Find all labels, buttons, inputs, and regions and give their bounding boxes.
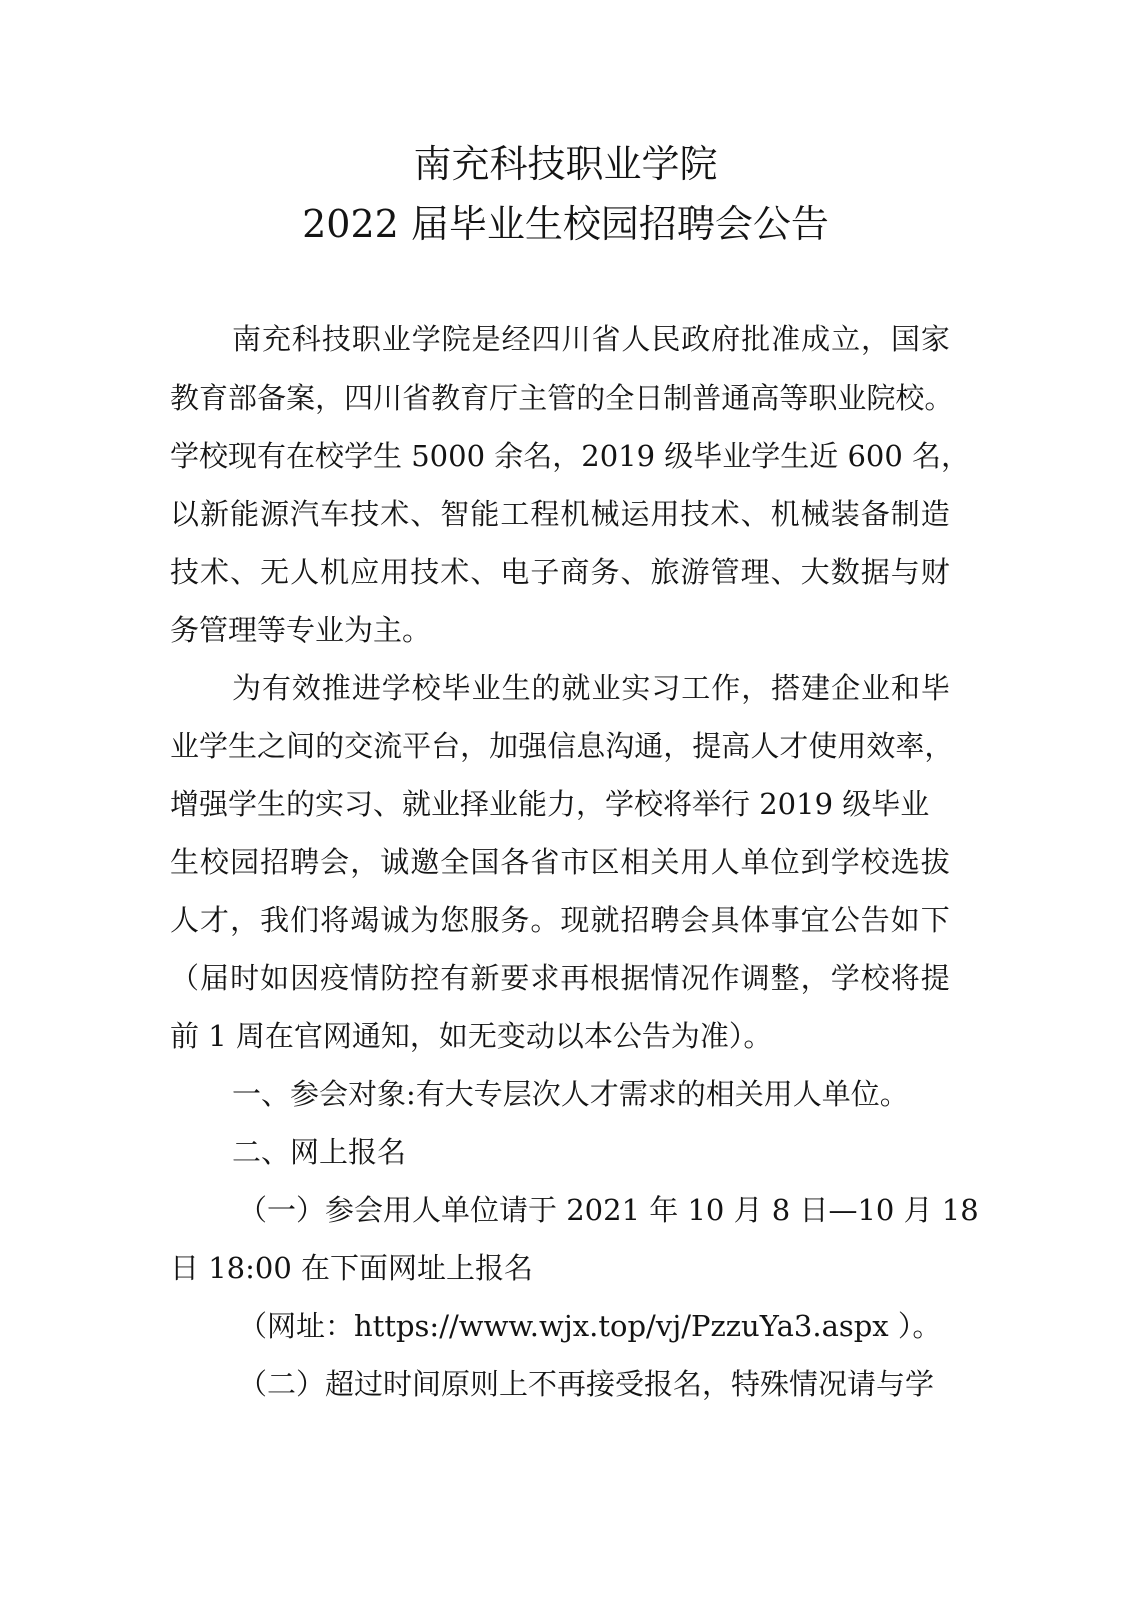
item-1-line-2: 日 18:00 在下面网址上报名 <box>170 1251 534 1285</box>
paragraph-2-line-1: 为 有 效 推 进 学 校 毕 业 生 的 就 业 实 习 工 作 ， 搭 建 企 业 和 毕 <box>232 671 950 705</box>
paragraph-1-line-5: 技 术 、 无 人 机 应 用 技 术 、 电 子 商 务 、 旅 游 管 理 、 大 数 据 与 财 <box>170 555 950 589</box>
section-2-heading: 二、网上报名 <box>232 1135 407 1169</box>
item-1-line-1: （一）参会用人单位请于 2021 年 10 月 8 日—10 月 18 <box>238 1193 979 1227</box>
section-1-participants: 一、参会对象:有大专层次人才需求的相关用人单位。 <box>232 1077 909 1111</box>
paragraph-1-line-3: 学校现有在校学生 5000 余名，2019 级毕业学生近 600 名， <box>170 439 971 473</box>
paragraph-1-line-2: 教 育 部 备 案 ， 四 川 省 教 育 厅 主 管 的 全 日 制 普 通 高 等 职 业 院 校 。 <box>170 381 954 415</box>
document-title-line-2: 2022 届毕业生校园招聘会公告 <box>302 202 829 246</box>
paragraph-2-line-6: （ 届 时 如 因 疫 情 防 控 有 新 要 求 再 根 据 情 况 作 调 整 ， 学 校 将 提 <box>170 961 950 995</box>
item-2-line-1: （二）超过时间原则上不再接受报名，特殊情况请与学 <box>238 1367 935 1401</box>
paragraph-1-line-4: 以 新 能 源 汽 车 技 术 、 智 能 工 程 机 械 运 用 技 术 、 机 械 装 备 制 造 <box>170 497 950 531</box>
registration-url: （网址：https://www.wjx.top/vj/PzzuYa3.aspx ）。 <box>238 1309 942 1343</box>
paragraph-2-line-4: 生 校 园 招 聘 会 ， 诚 邀 全 国 各 省 市 区 相 关 用 人 单 位 到 学 校 选 拔 <box>170 845 950 879</box>
paragraph-2-line-5: 人 才 ， 我 们 将 竭 诚 为 您 服 务 。 现 就 招 聘 会 具 体 事 宜 公 告 如 下 <box>170 903 950 937</box>
paragraph-2-line-2: 业 学 生 之 间 的 交 流 平 台 ， 加 强 信 息 沟 通 ， 提 高 人 才 使 用 效 率 ， <box>170 729 954 763</box>
paragraph-1-line-6: 务管理等专业为主。 <box>170 613 432 647</box>
paragraph-2-line-7: 前 1 周在官网通知，如无变动以本公告为准）。 <box>170 1019 773 1053</box>
paragraph-1-line-1: 南 充 科 技 职 业 学 院 是 经 四 川 省 人 民 政 府 批 准 成 立 ， 国 家 <box>232 322 950 356</box>
document-title-line-1: 南充科技职业学院 <box>413 142 718 186</box>
paragraph-2-line-3: 增强学生的实习、就业择业能力，学校将举行 2019 级毕业 <box>170 787 930 821</box>
